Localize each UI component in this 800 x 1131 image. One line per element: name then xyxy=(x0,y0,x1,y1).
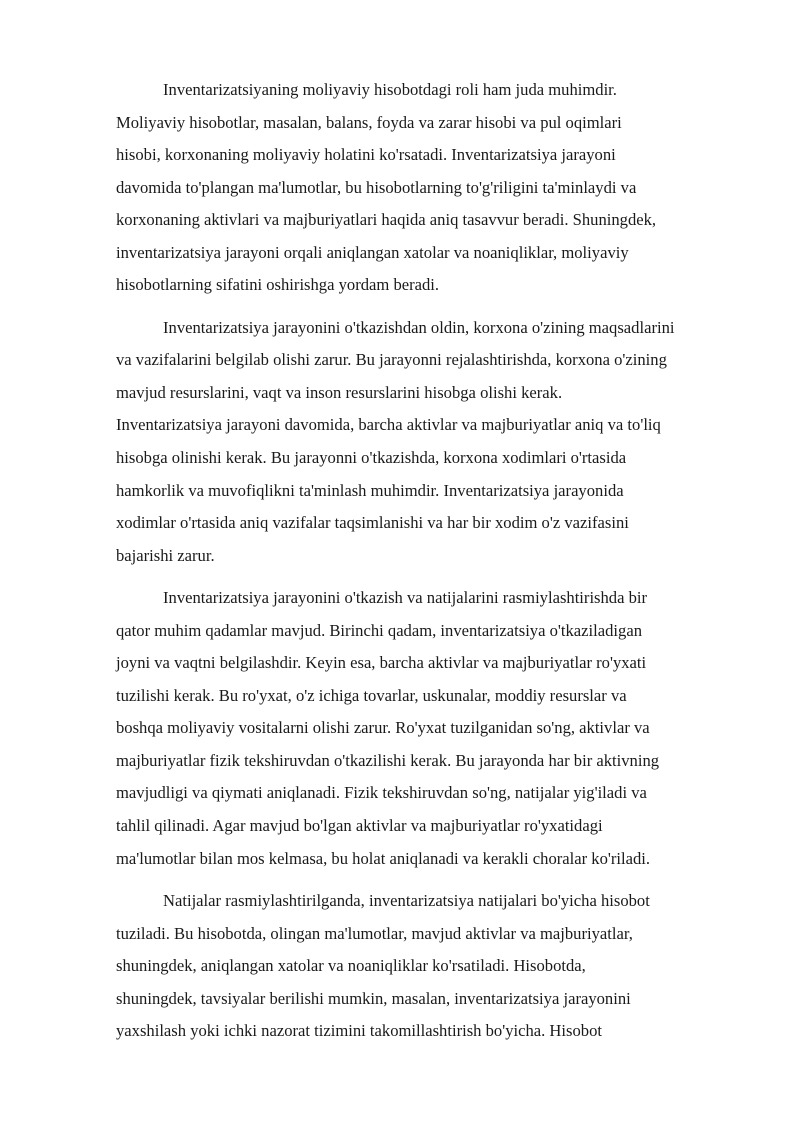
text-line: hisobi, korxonaning moliyaviy holatini ko'rsatadi. Inventarizatsiya jarayoni xyxy=(116,145,616,165)
document-body xyxy=(116,74,746,1058)
text-line: Moliyaviy hisobotlar, masalan, balans, foyda va zarar hisobi va pul oqimlari xyxy=(116,112,622,132)
text-line: mavjudligi va qiymati aniqlanadi. Fizik tekshiruvdan so'ng, natijalar yig'iladi va xyxy=(116,783,647,803)
text-line: ma'lumotlar bilan mos kelmasa, bu holat aniqlanadi va kerakli choralar ko'riladi. xyxy=(116,848,651,868)
text-line: boshqa moliyaviy vositalarni olishi zarur. Ro'yxat tuzilganidan so'ng, aktivlar va xyxy=(116,718,650,738)
paragraph-4 xyxy=(116,885,746,1048)
text-line: hisobotlarning sifatini oshirishga yordam beradi. xyxy=(116,275,440,295)
text-line: majburiyatlar fizik tekshiruvdan o'tkazilishi kerak. Bu jarayonda har bir aktivning xyxy=(116,750,660,770)
text-line: Inventarizatsiya jarayoni davomida, barcha aktivlar va majburiyatlar aniq va to'liq xyxy=(116,415,661,435)
text-line: yaxshilash yoki ichki nazorat tizimini takomillashtirish bo'yicha. Hisobot xyxy=(116,1021,602,1041)
text-line: shuningdek, tavsiyalar berilishi mumkin, masalan, inventarizatsiya jarayonini xyxy=(116,988,631,1008)
text-line: joyni va vaqtni belgilashdir. Keyin esa, barcha aktivlar va majburiyatlar ro'yxati xyxy=(116,653,647,673)
text-line: tuzilishi kerak. Bu ro'yxat, o'z ichiga tovarlar, uskunalar, moddiy resurslar va xyxy=(116,685,627,705)
paragraph-3 xyxy=(116,582,746,875)
text-line: va vazifalarini belgilab olishi zarur. Bu jarayonni rejalashtirishda, korxona o'zining xyxy=(116,350,667,370)
text-line: hamkorlik va muvofiqlikni ta'minlash muhimdir. Inventarizatsiya jarayonida xyxy=(116,480,624,500)
text-line: Inventarizatsiya jarayonini o'tkazish va natijalarini rasmiylashtirishda bir xyxy=(163,588,648,608)
text-line: Natijalar rasmiylashtirilganda, inventarizatsiya natijalari bo'yicha hisobot xyxy=(163,891,650,911)
text-line: xodimlar o'rtasida aniq vazifalar taqsimlanishi va har bir xodim o'z vazifasini xyxy=(116,513,629,533)
text-line: hisobga olinishi kerak. Bu jarayonni o'tkazishda, korxona xodimlari o'rtasida xyxy=(116,448,627,468)
text-line: inventarizatsiya jarayoni orqali aniqlangan xatolar va noaniqliklar, moliyaviy xyxy=(116,242,629,262)
text-line: Inventarizatsiya jarayonini o'tkazishdan oldin, korxona o'zining maqsadlarini xyxy=(163,317,675,337)
text-line: shuningdek, aniqlangan xatolar va noaniqliklar ko'rsatiladi. Hisobotda, xyxy=(116,956,586,976)
text-line: korxonaning aktivlari va majburiyatlari haqida aniq tasavvur beradi. Shuningdek, xyxy=(116,210,657,230)
text-line: tuziladi. Bu hisobotda, olingan ma'lumotlar, mavjud aktivlar va majburiyatlar, xyxy=(116,923,633,943)
text-line: bajarishi zarur. xyxy=(116,545,215,565)
text-line: davomida to'plangan ma'lumotlar, bu hisobotlarning to'g'riligini ta'minlaydi va xyxy=(116,177,637,197)
text-line: qator muhim qadamlar mavjud. Birinchi qadam, inventarizatsiya o'tkaziladigan xyxy=(116,620,642,640)
text-line: Inventarizatsiyaning moliyaviy hisobotdagi roli ham juda muhimdir. xyxy=(163,80,617,99)
text-line: tahlil qilinadi. Agar mavjud bo'lgan aktivlar va majburiyatlar ro'yxatidagi xyxy=(116,816,603,836)
paragraph-1 xyxy=(116,74,746,302)
text-line: mavjud resurslarini, vaqt va inson resurslarini hisobga olishi kerak. xyxy=(116,382,563,402)
paragraph-2 xyxy=(116,312,746,572)
